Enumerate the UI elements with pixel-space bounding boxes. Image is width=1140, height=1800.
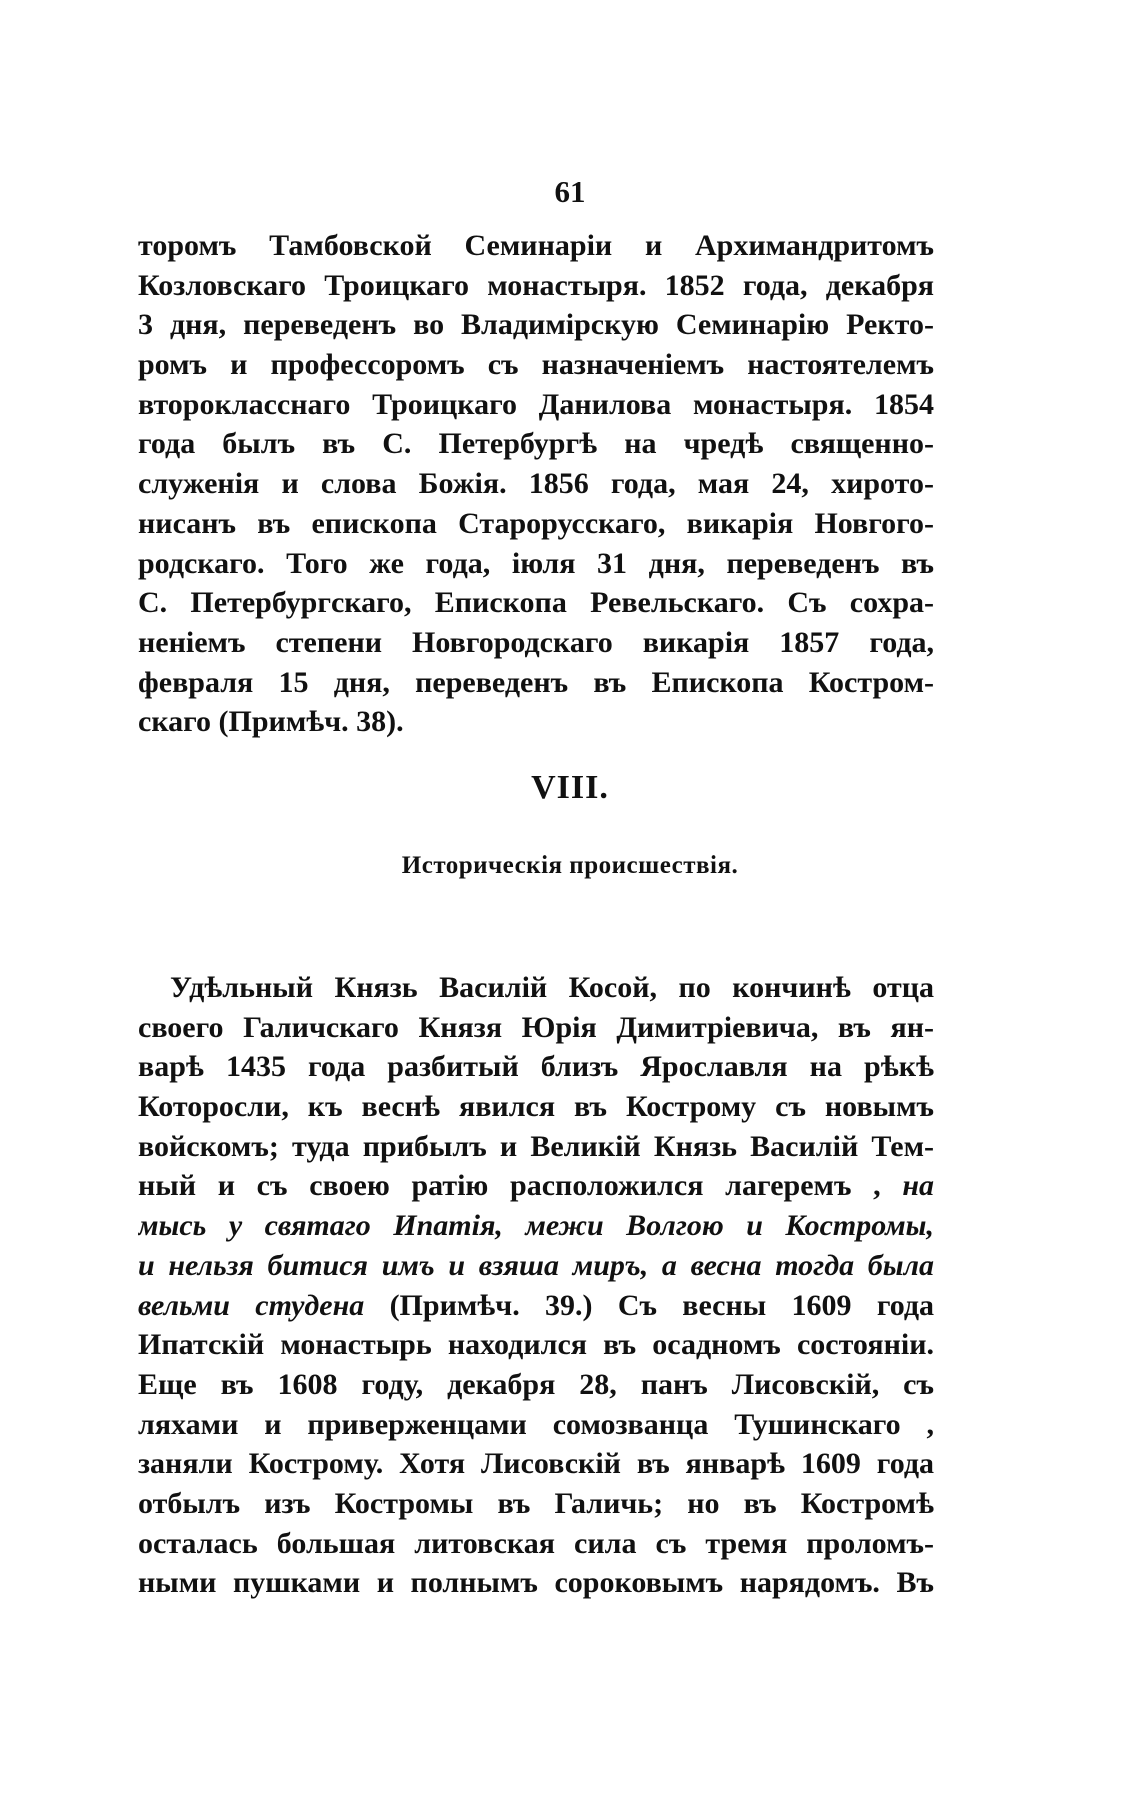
text-line: 3 дня, переведенъ во Владимірскую Семинарію Ректо- [138,308,934,342]
text-line: Ипатскій монастырь находился въ осадномъ состояніи. [138,1328,934,1362]
text-line: заняли Кострому. Хотя Лисовскій въ январѣ 1609 года [138,1447,934,1481]
text-line: своего Галичскаго Князя Юрія Димитріевича, въ ян- [138,1010,934,1044]
text-segment: ный и съ своею ратію расположился лагеремъ , [138,1169,881,1203]
text-line: варѣ 1435 года разбитый близъ Ярославля на рѣкѣ [138,1050,934,1084]
text-line: нисанъ въ епископа Старорусскаго, викарія Новгого- [138,506,934,540]
text-line: ными пушками и полнымъ сороковымъ нарядомъ. Въ [138,1566,934,1600]
text-line [138,1166,934,1206]
chronicle-quote-line: мысь у святаго Ипатія, межи Волгою и Костромы, [138,1209,934,1243]
page-number: 61 [554,174,586,209]
text-line: ромъ и профессоромъ съ назначеніемъ настоятелемъ [138,348,934,382]
text-line: отбылъ изъ Костромы въ Галичь; но въ Костромѣ [138,1486,934,1520]
text-line: С. Петербургскаго, Епископа Ревельскаго. Съ сохра- [138,586,934,620]
chronicle-quote-line: и нельзя битися имъ и взяша миръ, а весна тогда была [138,1248,934,1282]
text-line: ляхами и приверженцами сомозванца Тушинскаго , [138,1407,934,1441]
text-line: Еще въ 1608 году, декабря 28, панъ Лисовскій, съ [138,1367,934,1401]
chronicle-quote-segment: вельми студена [138,1288,365,1322]
text-line [138,1286,934,1326]
text-line: Удѣльный Князь Василій Косой, по кончинѣ отца [170,971,934,1004]
text-line: войскомъ; туда прибылъ и Великій Князь Василій Тем- [138,1129,934,1163]
paragraph-biography-continued [138,226,934,742]
text-segment: (Примѣч. 39.) Съ весны 1609 года [389,1288,934,1322]
section-title: Историческія происшествія. [401,852,739,879]
text-line: Козловскаго Троицкаго монастыря. 1852 года, декабря [138,268,934,302]
chronicle-quote-segment: на [902,1169,934,1203]
paragraph-historical-events [138,968,934,1603]
text-line: года былъ въ С. Петербургѣ на чредѣ священно- [138,427,934,461]
text-line: второкласснаго Троицкаго Данилова монастыря. 1854 [138,387,934,421]
text-line: Которосли, къ веснѣ явился въ Кострому съ новымъ [138,1090,934,1124]
text-line: февраля 15 дня, переведенъ въ Епископа Костром- [138,665,934,699]
text-line: осталась большая литовская сила съ тремя проломъ- [138,1526,934,1560]
text-line: родскаго. Того же года, іюля 31 дня, переведенъ въ [138,546,934,580]
text-line: неніемъ степени Новгородскаго викарія 1857 года, [138,625,934,659]
section-number: VIII. [531,769,609,806]
text-line: служенія и слова Божія. 1856 года, мая 24, хирото- [138,467,934,501]
text-line: скаго (Примѣч. 38). [138,705,404,739]
text-line: торомъ Тамбовской Семинаріи и Архимандритомъ [138,229,934,262]
